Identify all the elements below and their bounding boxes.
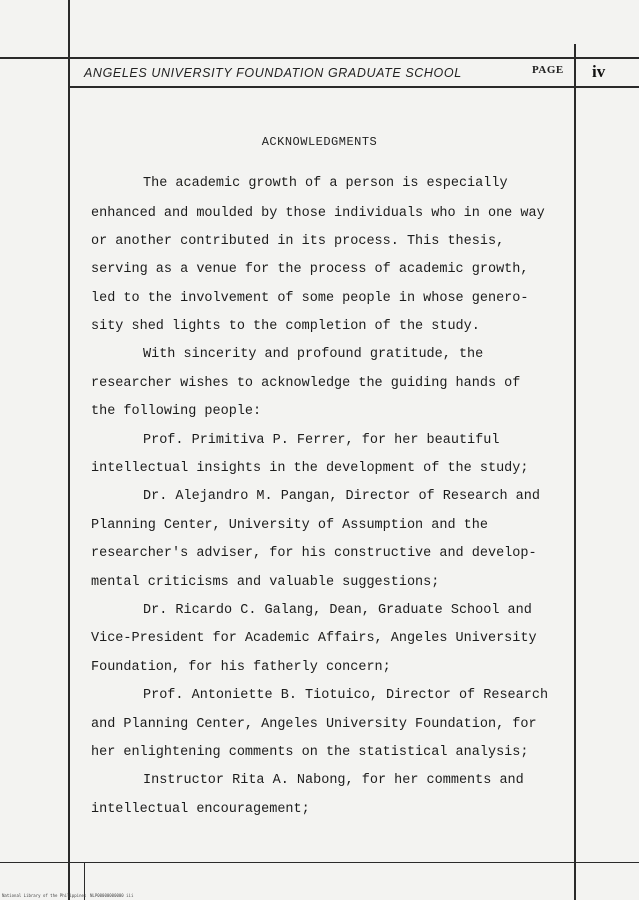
body-line: mental criticisms and valuable suggestions; (91, 575, 440, 590)
body-line: and Planning Center, Angeles University Foundation, for (91, 717, 537, 732)
footer-library-note: National Library of the Philippines (2, 893, 87, 898)
page-number: iv (592, 62, 606, 81)
body-line: or another contributed in its process. This thesis, (91, 234, 505, 249)
university-header-title: ANGELES UNIVERSITY FOUNDATION GRADUATE SCHOOL (84, 66, 462, 80)
body-line: Foundation, for his fatherly concern; (91, 660, 391, 675)
body-line: Dr. Ricardo C. Galang, Dean, Graduate School and (143, 603, 532, 618)
body-line: led to the involvement of some people in whose genero- (91, 291, 529, 306)
body-line: intellectual encouragement; (91, 802, 310, 817)
body-line: The academic growth of a person is especially (143, 176, 508, 191)
body-line: Prof. Primitiva P. Ferrer, for her beautiful (143, 433, 500, 448)
header-bottom-rule (68, 86, 639, 88)
body-line: Dr. Alejandro M. Pangan, Director of Research and (143, 489, 540, 504)
right-margin-rule (574, 44, 576, 900)
header-top-rule (0, 57, 639, 59)
body-line: Planning Center, University of Assumption and the (91, 518, 488, 533)
body-line: With sincerity and profound gratitude, the (143, 347, 484, 362)
body-line: Prof. Antoniette B. Tiotuico, Director of Research (143, 688, 549, 703)
body-line: enhanced and moulded by those individuals who in one way (91, 206, 545, 221)
body-line: researcher wishes to acknowledge the guiding hands of (91, 376, 521, 391)
section-heading: ACKNOWLEDGMENTS (261, 135, 378, 149)
footer-id-note: NLP00000000000 iii (90, 893, 134, 898)
body-line: researcher's adviser, for his constructive and develop- (91, 546, 537, 561)
body-line: sity shed lights to the completion of the study. (91, 319, 480, 334)
page-label: PAGE (532, 64, 564, 76)
body-line: intellectual insights in the development of the study; (91, 461, 529, 476)
body-line: the following people: (91, 404, 262, 419)
body-line: Instructor Rita A. Nabong, for her comments and (143, 773, 524, 788)
body-line: Vice-President for Academic Affairs, Angeles University (91, 631, 537, 646)
body-line: serving as a venue for the process of academic growth, (91, 262, 529, 277)
body-line: her enlightening comments on the statistical analysis; (91, 745, 529, 760)
footer-rule (0, 862, 639, 863)
